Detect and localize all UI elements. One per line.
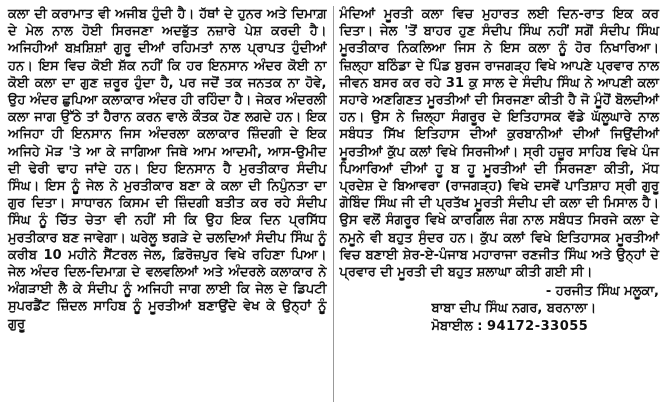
author-address: ਬਾਬਾ ਦੀਪ ਸਿੰਘ ਨਗਰ, ਬਰਨਾਲਾ। — [431, 301, 597, 317]
column-divider — [333, 6, 334, 402]
phone-number: 94172-33055 — [487, 318, 589, 334]
article-left-column — [8, 6, 327, 333]
author-signature — [340, 283, 660, 335]
article-columns — [8, 6, 659, 402]
article-body-left: ਕਲਾ ਦੀ ਕਰਾਮਾਤ ਵੀ ਅਜੀਬ ਹੁੰਦੀ ਹੈ। ਹੱਥਾਂ ਦੇ ਹੁਨਰ ਅਤੇ ਦਿਮਾਗ਼ ਦੇ ਮੇਲ ਨਾਲ ਹੋਈ ਸਿਰਜਣਾ ਅਦਭੁੱਤ ਨਜ਼ਾਰੇ ਪੇਸ਼ ਕਰਦੀ ਹੈ। ਅਜਿਹੀਆਂ ਬਖ਼ਸ਼ਿਸ਼ਾਂ ਗੁਰੂ ਦੀਆਂ ਰਹਿਮਤਾਂ ਨਾਲ ਪ੍ਰਾਪਤ ਹੁੰਦੀਆਂ ਹਨ। ਇਸ ਵਿਚ ਕੋਈ ਸ਼ੱਕ ਨਹੀਂ ਕਿ ਹਰ ਇਨਸਾਨ ਅੰਦਰ ਕੋਈ ਨਾ ਕੋਈ ਕਲਾ ਦਾ ਗੁਣ ਜ਼ਰੂਰ ਹੁੰਦਾ ਹੈ, ਪਰ ਜਦੋਂ ਤਕ ਜਨਤਕ ਨਾ ਹੋਵੇ, ਉਹ ਅੰਦਰ ਛੁਪਿਆ ਕਲਾਕਾਰ ਅੰਦਰ ਹੀ ਰਹਿੰਦਾ ਹੈ। ਜੇਕਰ ਅੰਦਰਲੀ ਕਲਾ ਜਾਗ ਉੱਠੇ ਤਾਂ ਹੈਰਾਨ ਕਰਨ ਵਾਲੇ ਕੌਤਕ ਹੋਣ ਲਗਦੇ ਹਨ। ਇਕ ਅਜਿਹਾ ਹੀ ਇਨਸਾਨ ਜਿਸ ਅੰਦਰਲਾ ਕਲਾਕਾਰ ਜ਼ਿੰਦਗੀ ਦੇ ਇਕ ਅਜਿਹੇ ਮੋੜ 'ਤੇ ਆ ਕੇ ਜਾਗਿਆ ਜਿਥੇ ਆਮ ਆਦਮੀ, ਆਸ-ਉਮੀਦ ਦੀ ਢੇਰੀ ਢਾਹ ਜਾਂਦੇ ਹਨ। ਇਹ ਇਨਸਾਨ ਹੈ ਮੁਰਤੀਕਾਰ ਸੰਦੀਪ ਸਿੰਘ। ਇਸ ਨੂੰ ਜੇਲ ਨੇ ਮੁਰਤੀਕਾਰ ਬਣਾ ਕੇ ਕਲਾ ਦੀ ਨਿਪੁੰਨਤਾ ਦਾ ਗੁਰ ਦਿਤਾ। ਸਾਧਾਰਨ ਕਿਸਮ ਦੀ ਜ਼ਿੰਦਗੀ ਬਤੀਤ ਕਰ ਰਹੇ ਸੰਦੀਪ ਸਿੰਘ ਨੂੰ ਚਿੱਤ ਚੇਤਾ ਵੀ ਨਹੀਂ ਸੀ ਕਿ ਉਹ ਇਕ ਦਿਨ ਪ੍ਰਸਿੱਧ ਮੁਰਤੀਕਾਰ ਬਣ ਜਾਵੇਗਾ। ਘਰੇਲੂ ਝਗੜੇ ਦੇ ਚਲਦਿਆਂ ਸੰਦੀਪ ਸਿੰਘ ਨੂੰ ਕਰੀਬ 10 ਮਹੀਨੇ ਸੈਂਟਰਲ ਜੇਲ, ਫ਼ਿਰੋਜ਼ਪੁਰ ਵਿਖੇ ਰਹਿਣਾ ਪਿਆ। ਜੇਲ ਅੰਦਰ ਦਿਲ-ਦਿਮਾਗ਼ ਦੇ ਵਲਵਲਿਆਂ ਅਤੇ ਅੰਦਰਲੇ ਕਲਾਕਾਰ ਨੇ ਅੰਗੜਾਈ ਲੈ ਕੇ ਸੰਦੀਪ ਨੂੰ ਅਜਿਹੀ ਜਾਗ ਲਾਈ ਕਿ ਜੇਲ ਦੇ ਡਿਪਟੀ ਸੁਪਰਡੈਂਟ ਜ਼ਿੰਦਲ ਸਾਹਿਬ ਨੂੰ ਮੂਰਤੀਆਂ ਬਣਾਉਂਦੇ ਵੇਖ ਕੇ ਉਨ੍ਹਾਂ ਨੂੰ ਗੁਰੂ — [8, 7, 327, 332]
article-body-right: ਮੰਦਿਆਂ ਮੂਰਤੀ ਕਲਾ ਵਿਚ ਮੁਹਾਰਤ ਲਈ ਦਿਨ-ਰਾਤ ਇਕ ਕਰ ਦਿਤਾ। ਜੇਲ 'ਤੋਂ ਬਾਹਰ ਹੁਣ ਸੰਦੀਪ ਸਿੰਘ ਨਹੀਂ ਸਗੋਂ ਸੰਦੀਪ ਸਿੰਘ ਮੂਰਤੀਕਾਰ ਨਿਕਲਿਆ ਜਿਸ ਨੇ ਇਸ ਕਲਾ ਨੂੰ ਹੋਰ ਨਿਖਾਰਿਆ। ਜ਼ਿਲ੍ਹਾ ਬਠਿੰਡਾ ਦੇ ਪਿੰਡ ਬੁਰਜ ਰਾਜਗੜ੍ਹ ਵਿਖੇ ਆਪਣੇ ਪ੍ਰਵਾਰ ਨਾਲ ਜੀਵਨ ਬਸਰ ਕਰ ਰਹੇ 31 ਕੁ ਸਾਲ ਦੇ ਸੰਦੀਪ ਸਿੰਘ ਨੇ ਆਪਣੀ ਕਲਾ ਸਹਾਰੇ ਅਣਗਿਣਤ ਮੂਰਤੀਆਂ ਦੀ ਸਿਰਜਣਾ ਕੀਤੀ ਹੈ ਜੋ ਮੂੰਹੋਂ ਬੋਲਦੀਆਂ ਹਨ। ਉਸ ਨੇ ਜ਼ਿਲ੍ਹਾ ਸੰਗਰੂਰ ਦੇ ਇਤਿਹਾਸਕ ਵੱਡੇ ਘੱਲੂਘਾਰੇ ਨਾਲ ਸਬੰਧਤ ਸਿੱਖ ਇਤਿਹਾਸ ਦੀਆਂ ਕੁਰਬਾਨੀਆਂ ਦੀਆਂ ਜਿਉਂਦੀਆਂ ਮੂਰਤੀਆਂ ਕੁੱਪ ਕਲਾਂ ਵਿਖੇ ਸਿਰਜੀਆਂ। ਸ੍ਰੀ ਹਜ਼ੂਰ ਸਾਹਿਬ ਵਿਖੇ ਪੰਜ ਪਿਆਰਿਆਂ ਦੀਆਂ ਹੂ ਬ ਹੂ ਮੂਰਤੀਆਂ ਦੀ ਸਿਰਜਣਾ ਕੀਤੀ, ਮੱਧ ਪ੍ਰਦੇਸ਼ ਦੇ ਬਿਆਵਰਾ (ਰਾਜਗੜ੍ਹ) ਵਿਖੇ ਦਸਵੇਂ ਪਾਤਿਸ਼ਾਹ ਸ੍ਰੀ ਗੁਰੂ ਗੋਬਿੰਦ ਸਿੰਘ ਜੀ ਦੀ ਪ੍ਰਤੱਖ ਮੂਰਤੀ ਸੰਦੀਪ ਦੀ ਕਲਾ ਦੀ ਮਿਸਾਲ ਹੈ। ਉਸ ਵਲੋਂ ਸੰਗਰੂਰ ਵਿਖੇ ਕਾਰਗਿਲ ਜੰਗ ਨਾਲ ਸਬੰਧਤ ਸਿਰਜੇ ਕਲਾ ਦੇ ਨਮੂਨੇ ਵੀ ਬਹੁਤ ਸੁੰਦਰ ਹਨ। ਕੁੱਪ ਕਲਾਂ ਵਿਖੇ ਇਤਿਹਾਸਕ ਮੂਰਤੀਆਂ ਵਿਚ ਬਣਾਈ ਸ਼ੇਰ-ਏ-ਪੰਜਾਬ ਮਹਾਰਾਜਾ ਰਣਜੀਤ ਸਿੰਘ ਅਤੇ ਉਨ੍ਹਾਂ ਦੇ ਪ੍ਰਵਾਰ ਦੀ ਮੂਰਤੀ ਦੀ ਬਹੁਤ ਸ਼ਲਾਘਾ ਕੀਤੀ ਗਈ ਸੀ। — [339, 7, 659, 281]
article-right-column — [340, 6, 660, 335]
phone-label: ਮੋਬਾਈਲ : — [431, 318, 483, 334]
author-name: - ਹਰਜੀਤ ਸਿੰਘ ਮਲੂਕਾ, — [545, 284, 659, 300]
author-phone — [340, 318, 660, 335]
